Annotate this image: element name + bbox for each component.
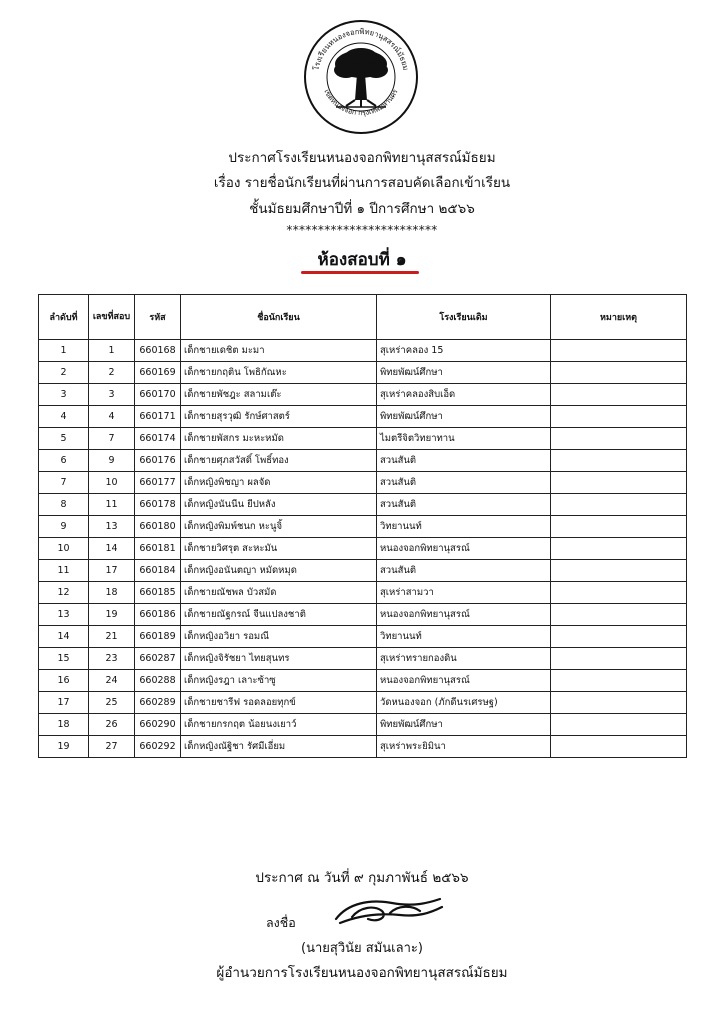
cell-code: 660290	[135, 714, 181, 736]
cell-remark	[551, 472, 687, 494]
cell-remark	[551, 516, 687, 538]
header-code: รหัส	[135, 295, 181, 340]
sign-label: ลงชื่อ	[266, 915, 296, 930]
cell-exam-no: 24	[89, 670, 135, 692]
cell-name: เด็กชายวิศรุต สะหะมัน	[181, 538, 377, 560]
cell-code: 660287	[135, 648, 181, 670]
signer-position: ผู้อำนวยการโรงเรียนหนองจอกพิทยานุสสรณ์มัธยม	[216, 965, 508, 981]
cell-no: 8	[39, 494, 89, 516]
header-school: โรงเรียนเดิม	[377, 295, 551, 340]
cell-exam-no: 13	[89, 516, 135, 538]
cell-name: เด็กหญิงรฎา เลาะซ้าซู	[181, 670, 377, 692]
cell-remark	[551, 582, 687, 604]
cell-exam-no: 9	[89, 450, 135, 472]
student-list-table	[38, 294, 687, 758]
cell-remark	[551, 626, 687, 648]
cell-no: 17	[39, 692, 89, 714]
cell-school: สวนสันติ	[377, 560, 551, 582]
cell-code: 660177	[135, 472, 181, 494]
cell-exam-no: 2	[89, 362, 135, 384]
cell-no: 19	[39, 736, 89, 758]
table-row	[39, 670, 687, 692]
cell-remark	[551, 362, 687, 384]
cell-no: 10	[39, 538, 89, 560]
cell-no: 7	[39, 472, 89, 494]
cell-name: เด็กชายณัชพล บัวสมัด	[181, 582, 377, 604]
cell-exam-no: 14	[89, 538, 135, 560]
announcement-grade-year: ชั้นมัธยมศึกษาปีที่ ๑ ปีการศึกษา ๒๕๖๖	[249, 201, 475, 217]
table-row	[39, 714, 687, 736]
cell-name: เด็กชายพัสกร มะหะหมัด	[181, 428, 377, 450]
cell-code: 660288	[135, 670, 181, 692]
cell-code: 660292	[135, 736, 181, 758]
announcement-date: ประกาศ ณ วันที่ ๙ กุมภาพันธ์ ๒๕๖๖	[255, 870, 469, 886]
cell-school: สุเหร่าคลอง 15	[377, 340, 551, 362]
cell-name: เด็กชายกรกฤต น้อยนงเยาว์	[181, 714, 377, 736]
cell-school: สวนสันติ	[377, 472, 551, 494]
table-row	[39, 516, 687, 538]
cell-exam-no: 7	[89, 428, 135, 450]
cell-code: 660186	[135, 604, 181, 626]
cell-no: 3	[39, 384, 89, 406]
cell-remark	[551, 450, 687, 472]
cell-name: เด็กหญิงอวิยา รอมณี	[181, 626, 377, 648]
cell-school: พิทยพัฒน์ศึกษา	[377, 406, 551, 428]
cell-name: เด็กหญิงพิชญา ผลจัด	[181, 472, 377, 494]
cell-name: เด็กชายชารีฟ รอดลอยทุกข์	[181, 692, 377, 714]
cell-school: สุเหร่าทรายกองดิน	[377, 648, 551, 670]
cell-exam-no: 10	[89, 472, 135, 494]
exam-room-title: ห้องสอบที่ ๑	[317, 250, 407, 270]
announcement-subject: เรื่อง รายชื่อนักเรียนที่ผ่านการสอบคัดเลือกเข้าเรียน	[213, 175, 511, 191]
cell-code: 660184	[135, 560, 181, 582]
table-row	[39, 648, 687, 670]
cell-school: หนองจอกพิทยานุสรณ์	[377, 538, 551, 560]
table-row	[39, 406, 687, 428]
header-name: ชื่อนักเรียน	[181, 295, 377, 340]
table-row	[39, 384, 687, 406]
cell-exam-no: 23	[89, 648, 135, 670]
room-title-underline	[301, 271, 419, 274]
cell-name: เด็กชายสุรวุฒิ รักษ์ศาสตร์	[181, 406, 377, 428]
cell-name: เด็กชายศุภสวัสดิ์ โพธิ์ทอง	[181, 450, 377, 472]
cell-remark	[551, 428, 687, 450]
table-row	[39, 604, 687, 626]
cell-name: เด็กชายเดชิต มะมา	[181, 340, 377, 362]
cell-no: 11	[39, 560, 89, 582]
cell-no: 16	[39, 670, 89, 692]
header-exam-no: เลขที่สอบ	[89, 295, 135, 340]
cell-school: พิทยพัฒน์ศึกษา	[377, 714, 551, 736]
cell-exam-no: 11	[89, 494, 135, 516]
table-row	[39, 494, 687, 516]
cell-school: วัดหนองจอก (ภักดีนรเศรษฐ)	[377, 692, 551, 714]
cell-no: 4	[39, 406, 89, 428]
cell-code: 660176	[135, 450, 181, 472]
cell-no: 18	[39, 714, 89, 736]
cell-no: 13	[39, 604, 89, 626]
cell-code: 660170	[135, 384, 181, 406]
cell-remark	[551, 714, 687, 736]
cell-exam-no: 1	[89, 340, 135, 362]
cell-school: สุเหร่าสามวา	[377, 582, 551, 604]
cell-code: 660174	[135, 428, 181, 450]
cell-remark	[551, 736, 687, 758]
cell-name: เด็กหญิงอนันตญา หมัดหมุด	[181, 560, 377, 582]
cell-exam-no: 25	[89, 692, 135, 714]
cell-code: 660181	[135, 538, 181, 560]
table-row	[39, 560, 687, 582]
cell-exam-no: 19	[89, 604, 135, 626]
cell-name: เด็กหญิงพิมพ์ชนก หะนูจิ้	[181, 516, 377, 538]
table-row	[39, 538, 687, 560]
cell-code: 660189	[135, 626, 181, 648]
cell-name: เด็กชายณัฐกรณ์ จีนแปลงชาติ	[181, 604, 377, 626]
cell-school: หนองจอกพิทยานุสรณ์	[377, 670, 551, 692]
table-row	[39, 582, 687, 604]
table-row	[39, 362, 687, 384]
cell-name: เด็กหญิงณัฐิชา รัศมีเอี่ยม	[181, 736, 377, 758]
cell-remark	[551, 494, 687, 516]
cell-exam-no: 27	[89, 736, 135, 758]
cell-exam-no: 4	[89, 406, 135, 428]
school-seal-tree-icon	[302, 18, 420, 136]
seal-top-text: โรงเรียนหนองจอกพิทยานุสสรณ์มัธยม	[311, 26, 411, 72]
cell-name: เด็กหญิงนันนีน ยีปหลัง	[181, 494, 377, 516]
cell-remark	[551, 384, 687, 406]
cell-no: 12	[39, 582, 89, 604]
cell-no: 14	[39, 626, 89, 648]
cell-exam-no: 18	[89, 582, 135, 604]
cell-exam-no: 3	[89, 384, 135, 406]
table-row	[39, 736, 687, 758]
table-row	[39, 428, 687, 450]
announcement-title: ประกาศโรงเรียนหนองจอกพิทยานุสสรณ์มัธยม	[228, 150, 496, 166]
cell-code: 660289	[135, 692, 181, 714]
cell-code: 660168	[135, 340, 181, 362]
cell-no: 5	[39, 428, 89, 450]
cell-no: 15	[39, 648, 89, 670]
cell-code: 660185	[135, 582, 181, 604]
cell-code: 660180	[135, 516, 181, 538]
cell-name: เด็กชายกฤติน โพธิกัณหะ	[181, 362, 377, 384]
cell-school: วิทยานนท์	[377, 626, 551, 648]
header-remark: หมายเหตุ	[551, 295, 687, 340]
cell-no: 2	[39, 362, 89, 384]
cell-remark	[551, 604, 687, 626]
table-row	[39, 450, 687, 472]
cell-school: หนองจอกพิทยานุสรณ์	[377, 604, 551, 626]
signer-name: (นายสุวินัย สมันเลาะ)	[301, 941, 423, 956]
table-header-row	[39, 295, 687, 340]
cell-school: พิทยพัฒน์ศึกษา	[377, 362, 551, 384]
cell-exam-no: 17	[89, 560, 135, 582]
table-row	[39, 692, 687, 714]
cell-school: วิทยานนท์	[377, 516, 551, 538]
cell-school: สวนสันติ	[377, 494, 551, 516]
handwritten-signature-icon	[330, 893, 446, 931]
seal-bottom-text: เขตหนองจอก กรุงเทพมหานคร	[322, 88, 400, 118]
cell-no: 9	[39, 516, 89, 538]
cell-remark	[551, 538, 687, 560]
cell-remark	[551, 406, 687, 428]
cell-name: เด็กหญิงจิรัชยา ไทยสุนทร	[181, 648, 377, 670]
header-no: ลำดับที่	[39, 295, 89, 340]
cell-school: ไมตรีจิตวิทยาทาน	[377, 428, 551, 450]
cell-remark	[551, 340, 687, 362]
cell-school: สวนสันติ	[377, 450, 551, 472]
cell-exam-no: 21	[89, 626, 135, 648]
cell-code: 660178	[135, 494, 181, 516]
table-row	[39, 626, 687, 648]
cell-name: เด็กชายพัชฎะ สลามเต๊ะ	[181, 384, 377, 406]
table-row	[39, 340, 687, 362]
table-row	[39, 472, 687, 494]
cell-remark	[551, 670, 687, 692]
cell-remark	[551, 560, 687, 582]
cell-no: 6	[39, 450, 89, 472]
cell-remark	[551, 692, 687, 714]
cell-school: สุเหร่าพระยิมินา	[377, 736, 551, 758]
star-divider: ************************	[286, 223, 438, 237]
cell-remark	[551, 648, 687, 670]
cell-no: 1	[39, 340, 89, 362]
cell-school: สุเหร่าคลองสิบเอ็ด	[377, 384, 551, 406]
cell-code: 660171	[135, 406, 181, 428]
cell-exam-no: 26	[89, 714, 135, 736]
cell-code: 660169	[135, 362, 181, 384]
